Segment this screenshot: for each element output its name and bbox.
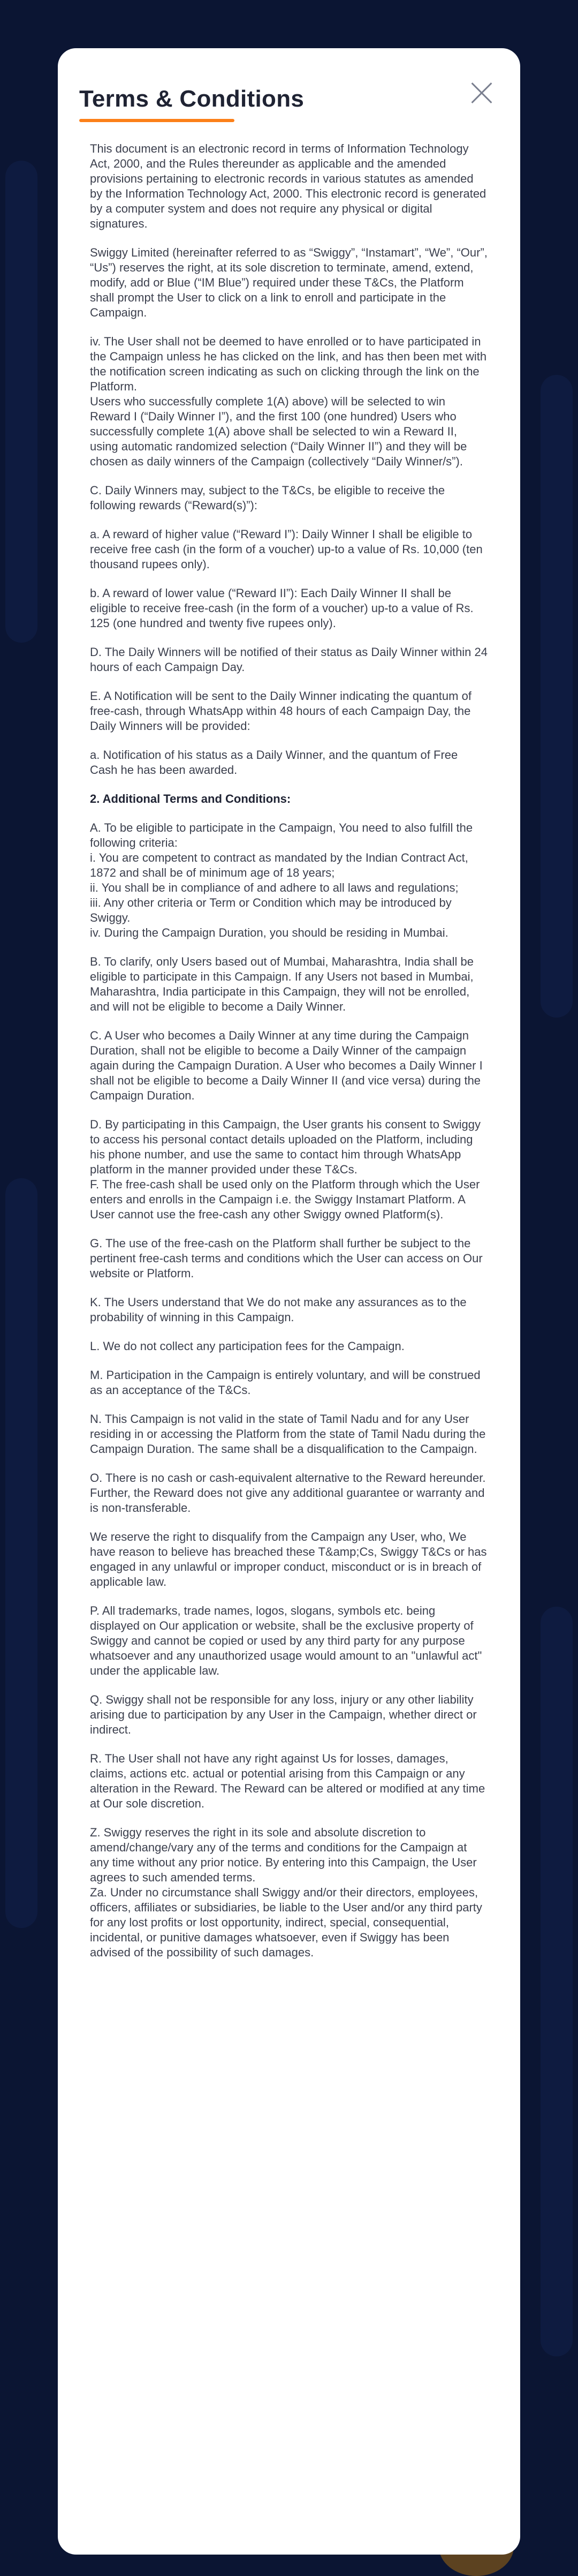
terms-modal xyxy=(58,48,520,2555)
terms-paragraph: a. A reward of higher value (“Reward I”): Daily Winner I shall be eligible to receive free cash (in the form of a voucher) up-to a value of Rs. 10,000 (ten thousand rupees only). xyxy=(90,528,483,571)
terms-content xyxy=(90,141,488,1960)
terms-paragraph: M. Participation in the Campaign is entirely voluntary, and will be construed as an acceptance of the T&Cs. xyxy=(90,1368,481,1397)
terms-paragraph: This document is an electronic record in terms of Information Technology Act, 2000, and the Rules thereunder as applicable and the amended provisions pertaining to electronic records in various statutes as amended by the Information Technology Act, 2000. This electronic record is generated by a computer system and does not require any physical or digital signatures. xyxy=(90,142,486,230)
title-underline xyxy=(79,119,234,122)
terms-paragraph: D. By participating in this Campaign, the User grants his consent to Swiggy to access his personal contact details uploaded on the Platform, including his phone number, and use the same to contact him through WhatsApp platform in the manner provided under these T&Cs. xyxy=(90,1118,481,1176)
terms-paragraph: P. All trademarks, trade names, logos, slogans, symbols etc. being displayed on Our application or website, shall be the exclusive property of Swiggy and cannot be copied or used by any third party for any purpose whatsoever and any unauthorized usage would amount to an "unlawful act" under the applicable law. xyxy=(90,1604,482,1677)
terms-paragraph: We reserve the right to disqualify from the Campaign any User, who, We have reason to believe has breached these T&amp;Cs, Swiggy T&Cs or has engaged in any unlawful or improper conduct, misconduct or is in breach of applicable law. xyxy=(90,1530,487,1588)
terms-paragraph: F. The free-cash shall be used only on the Platform through which the User enters and enrolls in the Campaign i.e. the Swiggy Instamart Platform. A User cannot use the free-cash any other Swiggy owned Platform(s). xyxy=(90,1178,480,1221)
terms-paragraph: Z. Swiggy reserves the right in its sole and absolute discretion to amend/change/vary any of the terms and conditions for the Campaign at any time without any prior notice. By entering into this Campaign, the User agrees to such amended terms. Za. Under no circumstance shall Swiggy and/or their directors, employees, officers, affiliates or subsidiaries, be liable to the User and/or any third party for any lost profits or lost opportunity, indirect, special, consequential, incidental, or punitive damages whatsoever, even if Swiggy has been advised of the possibility of such damages. xyxy=(90,1826,482,1959)
terms-paragraph: C. Daily Winners may, subject to the T&Cs, be eligible to receive the following rewards (“Reward(s)”): xyxy=(90,484,445,512)
section-heading: 2. Additional Terms and Conditions: xyxy=(90,792,291,805)
terms-paragraph: C. A User who becomes a Daily Winner at any time during the Campaign Duration, shall not be eligible to become a Daily Winner of the campaign again during the Campaign Duration. A User who becomes a Daily Winner I shall not be eligible to become a Daily Winner II (and vice versa) during the Campaign Duration. xyxy=(90,1029,483,1102)
terms-paragraph: L. We do not collect any participation fees for the Campaign. xyxy=(90,1339,405,1353)
background-decor xyxy=(541,375,573,1018)
terms-paragraph: R. The User shall not have any right against Us for losses, damages, claims, actions etc. actual or potential arising from this Campaign or any alteration in the Reward. The Reward can be altered or modified at any time at Our sole discretion. xyxy=(90,1752,485,1810)
terms-paragraph: A. To be eligible to participate in the Campaign, You need to also fulfill the following criteria: i. You are competent to contract as mandated by the Indian Contract Act, 1872 and shall be of minimum age of 18 years; ii. You shall be in compliance of and adhere to all laws and regulations; iii. Any other criteria or Term or Condition which may be introduced by Swiggy. iv. During the Campaign Duration, you should be residing in Mumbai. xyxy=(90,821,473,939)
terms-paragraph: D. The Daily Winners will be notified of their status as Daily Winner within 24 hours of each Campaign Day. xyxy=(90,645,488,674)
terms-paragraph: Users who successfully complete 1(A) above) will be selected to win Reward I (“Daily Winner I”), and the first 100 (one hundred) Users who successfully complete 1(A) above shall be selected to win a Reward II, using automatic randomized selection (“Daily Winner II”) and they will be chosen as daily winners of the Campaign (collectively “Daily Winner/s”). xyxy=(90,395,467,468)
terms-paragraph: Q. Swiggy shall not be responsible for any loss, injury or any other liability arising due to participation by any User in the Campaign, whether direct or indirect. xyxy=(90,1693,477,1736)
terms-paragraph: b. A reward of lower value (“Reward II”): Each Daily Winner II shall be eligible to receive free-cash (in the form of a voucher) up-to a value of Rs. 125 (one hundred and twenty five rupees only). xyxy=(90,586,474,630)
modal-title: Terms & Conditions xyxy=(79,86,305,112)
background-decor xyxy=(5,161,37,643)
terms-paragraph: B. To clarify, only Users based out of Mumbai, Maharashtra, India shall be eligible to participate in this Campaign. If any Users not based in Mumbai, Maharashtra, India participate in this Campaign, they will not be enrolled, and will not be eligible to become a Daily Winner. xyxy=(90,955,474,1013)
terms-paragraph: E. A Notification will be sent to the Daily Winner indicating the quantum of free-cash, through WhatsApp within 48 hours of each Campaign Day, the Daily Winners will be provided: xyxy=(90,689,471,733)
terms-paragraph: G. The use of the free-cash on the Platform shall further be subject to the pertinent free-cash terms and conditions which the User can access on Our website or Platform. xyxy=(90,1237,483,1280)
terms-paragraph: iv. The User shall not be deemed to have enrolled or to have participated in the Campaign unless he has clicked on the link, and has then been met with the notification screen indicating as such on clicking through the link on the Platform. xyxy=(90,335,487,393)
terms-paragraph: a. Notification of his status as a Daily Winner, and the quantum of Free Cash he has been awarded. xyxy=(90,748,458,777)
terms-paragraph: Swiggy Limited (hereinafter referred to as “Swiggy”, “Instamart”, “We”, “Our”, “Us”) reserves the right, at its sole discretion to terminate, amend, extend, modify, add or Blue (“IM Blue”) required under these T&Cs, the Platform shall prompt the User to click on a link to enroll and participate in the Campaign. xyxy=(90,246,488,319)
terms-paragraph: N. This Campaign is not valid in the state of Tamil Nadu and for any User residing in or accessing the Platform from the state of Tamil Nadu during the Campaign Duration. The same shall be a disqualification to the Campaign. xyxy=(90,1412,486,1456)
terms-paragraph: O. There is no cash or cash-equivalent alternative to the Reward hereunder. Further, the Reward does not give any additional guarantee or warranty and is non-transferable. xyxy=(90,1471,486,1515)
terms-paragraph: K. The Users understand that We do not make any assurances as to the probability of winning in this Campaign. xyxy=(90,1295,467,1324)
background-decor xyxy=(541,1607,573,2356)
close-icon[interactable] xyxy=(468,79,496,107)
background-decor xyxy=(5,1178,37,1928)
